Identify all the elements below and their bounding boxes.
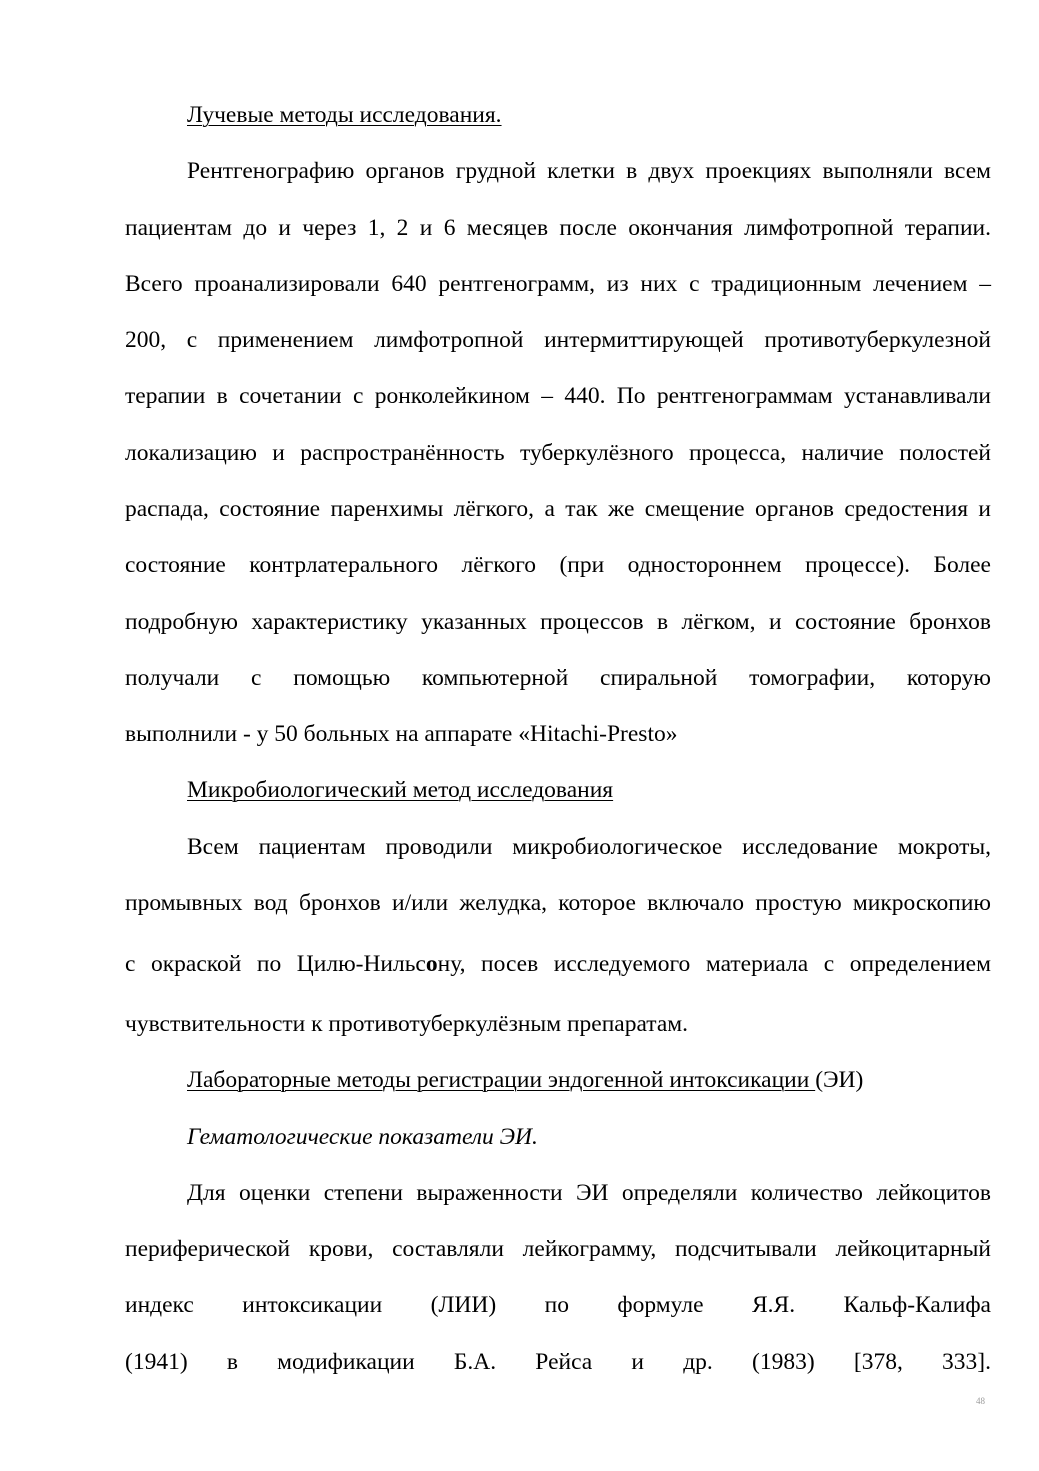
paragraph-line: получали с помощью компьютерной спиральной томографии, которую <box>125 665 991 691</box>
paragraph-line: (1941) в модификации Б.А. Рейса и др. (1983) [378, 333]. <box>125 1349 991 1375</box>
paragraph-line: Для оценки степени выраженности ЭИ определяли количество лейкоцитов <box>187 1180 991 1206</box>
heading-laboratory-methods: Лабораторные методы регистрации эндогенной интоксикации (ЭИ) <box>187 1067 864 1093</box>
paragraph-line: индекс интоксикации (ЛИИ) по формуле Я.Я. Кальф-Калифа <box>125 1292 991 1318</box>
paragraph-line: промывных вод бронхов и/или желудка, которое включало простую микроскопию <box>125 890 991 916</box>
paragraph-line: состояние контрлатерального лёгкого (при одностороннем процессе). Более <box>125 552 991 578</box>
paragraph-line: локализацию и распространённость туберкулёзного процесса, наличие полостей <box>125 440 991 466</box>
paragraph-line: Всем пациентам проводили микробиологическое исследование мокроты, <box>187 834 991 860</box>
paragraph-line: Рентгенографию органов грудной клетки в двух проекциях выполняли всем <box>187 158 991 184</box>
paragraph-line: подробную характеристику указанных процессов в лёгком, и состояние бронхов <box>125 609 991 635</box>
paragraph-line: 200, с применением лимфотропной интермиттирующей противотуберкулезной <box>125 327 991 353</box>
subheading-hematological-indicators: Гематологические показатели ЭИ. <box>187 1124 538 1150</box>
paragraph-line: чувствительности к противотуберкулёзным препаратам. <box>125 1011 689 1037</box>
paragraph-line: Всего проанализировали 640 рентгенограмм, из них с традиционным лечением – <box>125 271 991 297</box>
paragraph-line: распада, состояние паренхимы лёгкого, а так же смещение органов средостения и <box>125 496 991 522</box>
heading-microbiological-method: Микробиологический метод исследования <box>187 777 614 803</box>
heading-radiological-methods: Лучевые методы исследования. <box>187 102 502 128</box>
paragraph-line: выполнили - у 50 больных на аппарате «Hitachi-Presto» <box>125 721 678 747</box>
paragraph-line: с окраской по Цилю-Нильсону, посев исследуемого материала с определением <box>125 951 991 977</box>
paragraph-line: пациентам до и через 1, 2 и 6 месяцев после окончания лимфотропной терапии. <box>125 215 991 241</box>
paragraph-line: терапии в сочетании с ронколейкином – 440. По рентгенограммам устанавливали <box>125 383 991 409</box>
paragraph-line: периферической крови, составляли лейкограмму, подсчитывали лейкоцитарный <box>125 1236 991 1262</box>
page-number: 48 <box>976 1396 985 1406</box>
